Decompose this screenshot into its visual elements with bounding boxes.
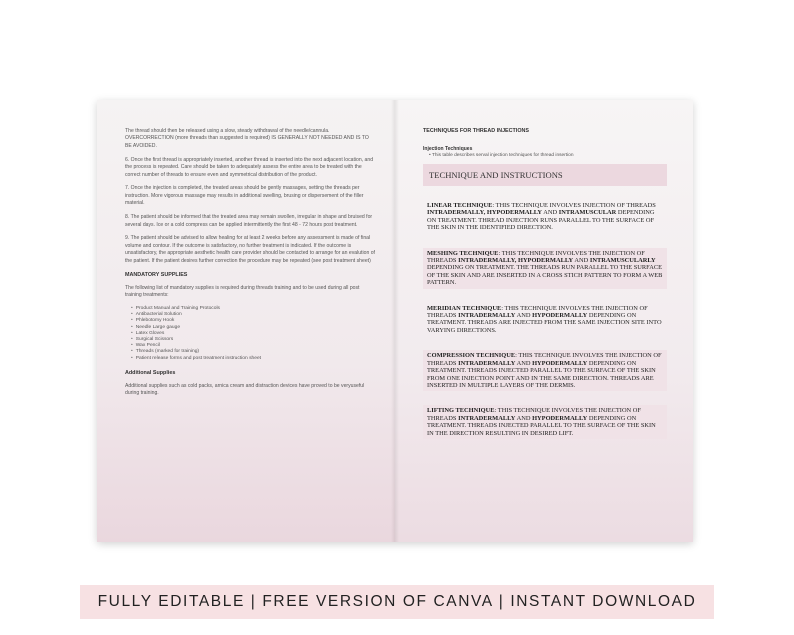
supplies-list (125, 306, 375, 362)
promo-banner-text: FULLY EDITABLE | FREE VERSION OF CANVA | INSTANT DOWNLOAD (97, 593, 697, 610)
technique-text: AND (542, 209, 559, 217)
additional-supplies-text: Additional supplies such as cold packs, arnica cream and distraction devices have proved to be veryuseful during training. (125, 382, 365, 397)
technique-text: DEPENDING ON TREATMENT. THREADS INJECTED PARALLEL TO THE SURFACE OF THE SKIN FROM ONE INJECTION POINT AND IN THE SAME DIRECTION. THREADS ARE INSERTED IN MULTIPLE LAYERS OF THE DERMIS. (427, 359, 656, 389)
technique-meshing (423, 248, 667, 289)
list-item: • Latex Gloves (131, 331, 375, 337)
technique-text: AND (515, 312, 533, 320)
list-item: • Surgical Scissors (131, 337, 375, 343)
technique-name: COMPRESSION TECHNIQUE (427, 352, 516, 360)
technique-meridian (423, 303, 667, 337)
technique-name: MESHING TECHNIQUE (427, 249, 499, 257)
technique-emphasis: HYPODERMALLY (532, 359, 588, 367)
list-item: • Antibacterial Solution (131, 312, 375, 318)
injection-techniques-note: • This table describes serval injection techniques for thread insertion (429, 153, 667, 158)
technique-text: AND (515, 359, 533, 367)
list-item: • Threads (marked for training) (131, 349, 375, 355)
left-page (97, 100, 395, 542)
technique-text: AND (573, 257, 590, 265)
technique-text: : THIS TECHNIQUE INVOLVES THE INJECTION OF THREADS (427, 407, 641, 422)
list-item: • Needle Large gauge (131, 325, 375, 331)
technique-text: AND (515, 414, 533, 422)
technique-emphasis: INTRADERMALLY (458, 312, 516, 320)
paragraph: 9. The patient should be advised to allow healing for at least 2 weeks before any assessment is made of final volume and contour. If the outcome is satisfactory, no further treatment is indicated. If the outcome is unsatisfactory, the appropriate aesthetic health care provider should be contacted to arrange for an evalution of the patient. If the patient desires further correction the procedure may be repeated (see post treatment sheet) (125, 235, 375, 264)
list-item: • Patient release forms and post treatment instruction sheet (131, 356, 375, 362)
right-page (395, 100, 693, 542)
technique-lifting (423, 405, 667, 439)
technique-text: : THIS TECHNIQUE INVOLVES INJECTION OF THREADS (492, 202, 656, 209)
mandatory-supplies-intro: The following list of mandatory supplies is required during threads training and to be used during all post training treatments: (125, 284, 360, 298)
technique-text: DEPENDING ON TREATMENT. THE THREADS RUN PARALLEL TO THE SURFACE OF THE SKIN AND ARE INSERTED IN A CROSS STICH PATTERN TO FORM A WEB PATTERN. (427, 264, 663, 287)
list-item: • Wax Pencil (131, 343, 375, 349)
technique-name: LIFTING TECHNIQUE (427, 407, 495, 415)
additional-supplies-heading: Additional Supplies (125, 369, 176, 376)
promo-banner (80, 585, 714, 619)
technique-compression (423, 350, 667, 391)
technique-text: DEPENDING ON TREATMENT. THREAD INJECTION RUNS PARALLEL TO THE SURFACE OF THE SKIN IN THE IDENTIFIED DIRECTION. (427, 209, 655, 232)
technique-emphasis: INTRADERMALLY (458, 359, 516, 367)
technique-name: LINEAR TECHNIQUE (427, 202, 493, 209)
technique-emphasis: INTRADERMALLY (458, 414, 516, 422)
technique-emphasis: INTRADERMALLY, HYPODERMALLY (427, 209, 543, 217)
technique-text: DEPENDING ON TREATMENT. THREADS INJECTED PARALLEL TO THE SURFACE OF THE SKIN IN THE DIRECTION RESULTING IN DESIRED LIFT. (427, 414, 656, 437)
paragraph: 8. The patient should be informed that the treated area may remain swollen, irregular in shape and bruised for several days. Ice or a cold compress can be applied intermittently the first 48 - 72 hours post treatment. (125, 214, 373, 228)
paragraph: The thread should then be released using a slow, steady withdrawal of the needle/cannula. OVERCORRECTION (more threads than suggested is required) IS GENERALLY NOT NEEDED AND IS TO BE AVOIDED. (125, 128, 369, 149)
technique-emphasis: HYPODERMALLY (532, 414, 588, 422)
technique-text: : THIS TECHNIQUE INVOLVES THE INJECTION OF THREADS (427, 249, 645, 265)
technique-emphasis: INTRADERMALLY, HYPODERMALLY (458, 257, 574, 265)
mandatory-supplies-heading: MANDATORY SUPPLIES (125, 271, 188, 278)
technique-name: MERIDIAN TECHNIQUE (427, 304, 502, 312)
technique-text: : THIS TECHNIQUE INVOLVES THE INJECTION OF THREADS (427, 352, 662, 367)
technique-emphasis: HYPODERMALLY (532, 312, 588, 320)
technique-emphasis: INTRAMUSCULAR (558, 209, 617, 217)
injection-techniques-heading: Injection Techniques (423, 146, 473, 152)
paragraph: 7. Once the injection is completed, the treated areas should be gently massages, setting the threads per instruction. More vigorous massage may results in additional swelling, brusing or dispersement of the filler material. (125, 185, 364, 207)
technique-text: : THIS TECHNIQUE INVOLVES THE INJECTION OF THREADS (427, 304, 648, 320)
paragraph: 6. Once the first thread is appropriately inserted, another thread is inserted into the next adjacent location, and the process is repeated. Care should be taken to adequately assess the entire area to be treated with the correct number of threads to ensure even and symmetrical distribution of the product. (125, 156, 374, 178)
technique-emphasis: INTRAMUSCULARLY (589, 257, 656, 265)
list-item: • Product Manual and Training Protocols (131, 306, 375, 312)
technique-linear (423, 200, 667, 234)
page-fold (391, 100, 399, 542)
page-title: TECHNIQUES FOR THREAD INJECTIONS (423, 128, 530, 134)
list-item: • Phlebotomy Hook (131, 318, 375, 324)
booklet-spread (97, 100, 693, 542)
technique-text: DEPENDING ON TREATMENT. THREADS ARE INJECTED FROM THE SAME INJECTION SITE INTO VARYING DIRECTIONS. (427, 312, 662, 334)
table-header: TECHNIQUE AND INSTRUCTIONS (423, 164, 667, 186)
